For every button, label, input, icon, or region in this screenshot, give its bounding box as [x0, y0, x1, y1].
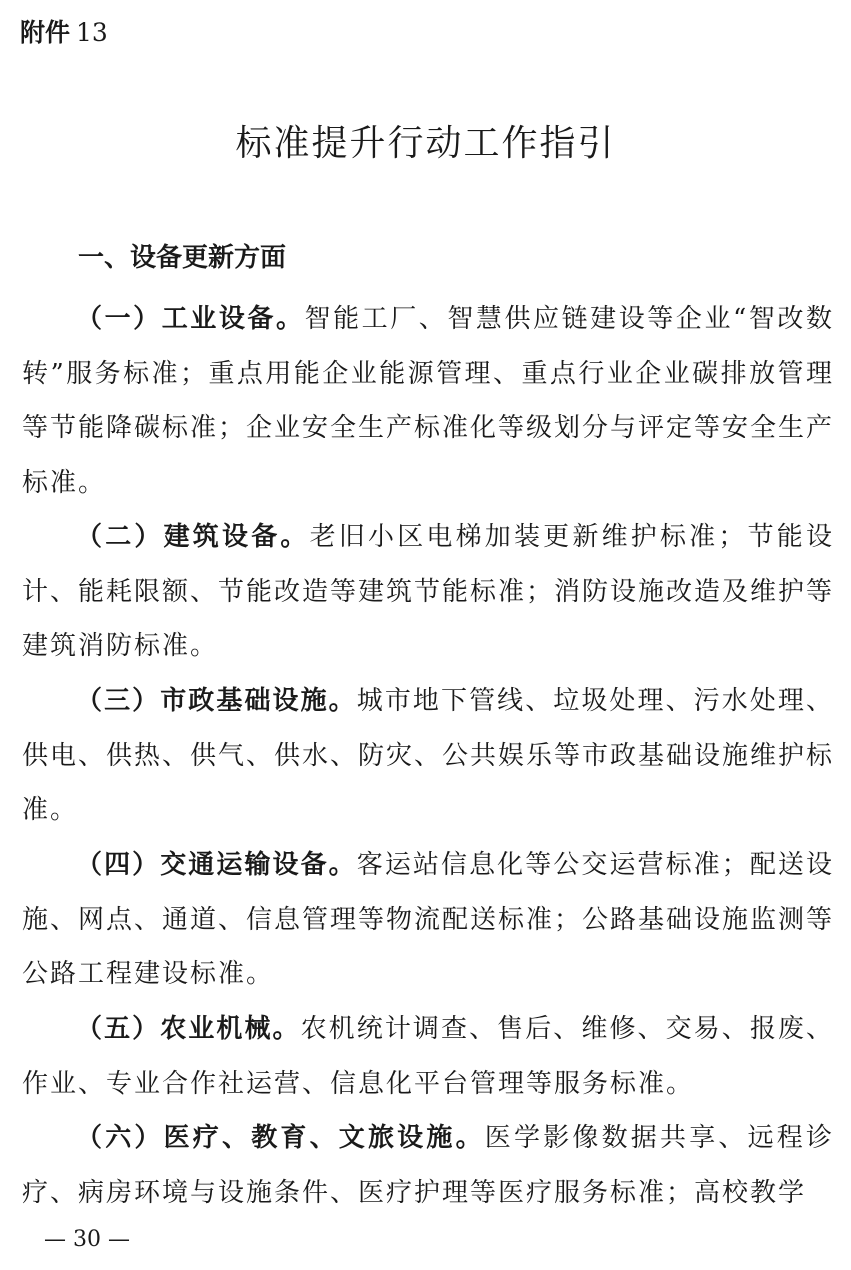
paragraph-key: （六）医疗、教育、文旅设施。: [76, 1123, 485, 1153]
attachment-word: 附件: [20, 18, 71, 47]
paragraph-text: 智能工厂、智慧供应链建设等企业“智改数转”服务标准；重点用能企业能源管理、重点行业企业碳排放管理等节能降碳标准；企业安全生产标准化等级划分与评定等安全生产标准。: [22, 304, 835, 498]
paragraph-agricultural-machinery: [22, 1002, 834, 1111]
paragraph-key: （一）工业设备。: [76, 304, 305, 334]
paragraph-key: （三）市政基础设施。: [76, 686, 357, 716]
paragraph-municipal-infrastructure: [22, 674, 834, 838]
paragraph-key: （四）交通运输设备。: [76, 850, 357, 880]
paragraph-building-equipment: [22, 510, 834, 674]
paragraph-text: 城市地下管线、垃圾处理、污水处理、供电、供热、供气、供水、防灾、公共娱乐等市政基础设施维护标准。: [22, 686, 835, 825]
paragraph-text: 农机统计调查、售后、维修、交易、报废、作业、专业合作社运营、信息化平台管理等服务标准。: [22, 1014, 834, 1099]
paragraph-key: （五）农业机械。: [76, 1014, 301, 1044]
paragraph-transport-equipment: [22, 838, 834, 1002]
attachment-label: [20, 16, 108, 50]
paragraph-key: （二）建筑设备。: [76, 522, 310, 552]
page-number: — 30 —: [44, 1227, 130, 1252]
paragraph-text: 客运站信息化等公交运营标准；配送设施、网点、通道、信息管理等物流配送标准；公路基础设施监测等公路工程建设标准。: [22, 850, 835, 989]
paragraph-medical-education-culture: [22, 1111, 834, 1220]
paragraph-text: 医学影像数据共享、远程诊疗、病房环境与设施条件、医疗护理等医疗服务标准；高校教学: [22, 1123, 834, 1208]
attachment-number: 13: [76, 18, 108, 47]
section-heading: 一、设备更新方面: [78, 243, 287, 273]
document-title: 标准提升行动工作指引: [235, 123, 616, 164]
paragraph-text: 老旧小区电梯加装更新维护标准；节能设计、能耗限额、节能改造等建筑节能标准；消防设施改造及维护等建筑消防标准。: [22, 522, 835, 661]
paragraph-industrial-equipment: [22, 292, 834, 510]
